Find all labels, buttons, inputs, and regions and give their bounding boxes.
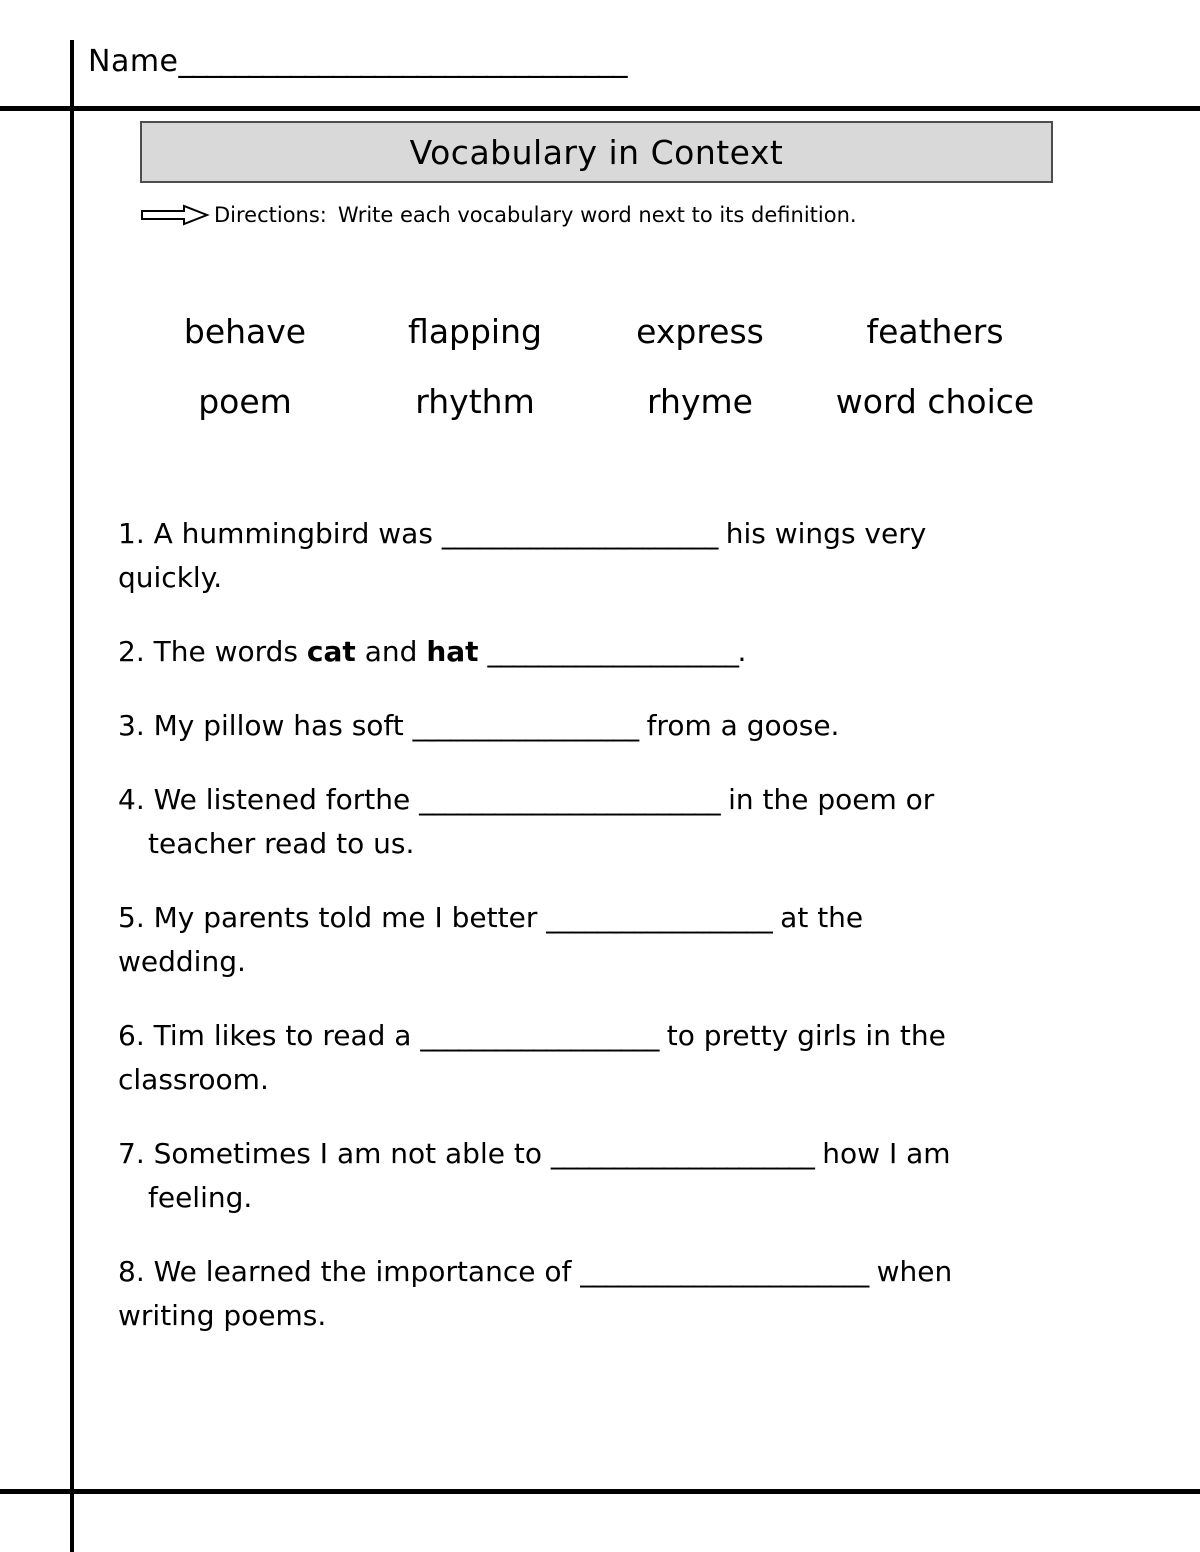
answer-blank[interactable]: ______________________ [441, 517, 717, 550]
question-text-line2: teacher read to us. [148, 827, 415, 860]
word-bank-word: feathers [866, 312, 1004, 351]
question-text-part2: to pretty girls in the [666, 1019, 946, 1052]
arrow-right-icon [140, 204, 210, 226]
question-text-mid: and [364, 635, 418, 668]
word-bank-word: rhythm [415, 382, 535, 421]
question-text-part1: My parents told me I better [153, 901, 538, 934]
word-bank-word: word choice [835, 382, 1035, 421]
question-text-part1: Sometimes I am not able to [153, 1137, 542, 1170]
question-text-part2: at the [780, 901, 864, 934]
question-item-3 [118, 704, 1108, 748]
question-number: 4. [118, 783, 145, 816]
directions-label: Directions: [214, 203, 327, 227]
answer-blank[interactable]: __________________ [412, 709, 638, 742]
question-number: 8. [118, 1255, 145, 1288]
name-field[interactable] [88, 44, 627, 79]
question-number: 2. [118, 635, 145, 668]
question-number: 1. [118, 517, 145, 550]
question-text-part1: A hummingbird was [153, 517, 433, 550]
question-item-6 [118, 1014, 1108, 1102]
word-bank-word: behave [183, 312, 307, 351]
margin-rule-vertical [70, 40, 74, 1552]
question-text-part1: My pillow has soft [153, 709, 404, 742]
page-title: Vocabulary in Context [409, 132, 784, 172]
question-text-line2: quickly. [118, 561, 223, 594]
question-text-part1: We learned the importance of [153, 1255, 572, 1288]
word-bank-word: express [636, 312, 764, 351]
question-number: 5. [118, 901, 145, 934]
answer-blank[interactable]: ________________________ [419, 783, 720, 816]
question-text-line2: wedding. [118, 945, 246, 978]
question-text-line2: writing poems. [118, 1299, 327, 1332]
footer-rule-line [0, 1489, 1200, 1494]
question-item-1 [118, 512, 1108, 600]
word-bank [130, 312, 1060, 452]
question-item-4 [118, 778, 1108, 866]
question-text-part2: when [876, 1255, 953, 1288]
word-bank-row [130, 382, 1060, 452]
question-keyword-cat: cat [306, 635, 356, 668]
question-number: 6. [118, 1019, 145, 1052]
answer-blank[interactable]: _______________________ [580, 1255, 868, 1288]
directions-text: Write each vocabulary word next to its definition. [337, 203, 857, 227]
question-text-part2: from a goose. [646, 709, 840, 742]
answer-blank[interactable]: __________________ [546, 901, 772, 934]
answer-blank[interactable]: ____________________ [487, 635, 738, 668]
question-text-line2: classroom. [118, 1063, 269, 1096]
question-text-part1: Tim likes to read a [153, 1019, 412, 1052]
name-blank-line: ________________________________ [178, 44, 627, 79]
title-banner [140, 121, 1053, 183]
answer-blank[interactable]: ___________________ [420, 1019, 658, 1052]
directions-row [140, 203, 857, 227]
header-rule-line [0, 106, 1200, 111]
question-text-part1: The words [153, 635, 299, 668]
questions-list [118, 512, 1108, 1368]
question-item-7 [118, 1132, 1108, 1220]
question-text-line2: feeling. [148, 1181, 253, 1214]
question-text-part2: . [737, 635, 747, 668]
answer-blank[interactable]: _____________________ [550, 1137, 814, 1170]
name-label: Name [88, 44, 179, 79]
question-item-5 [118, 896, 1108, 984]
question-number: 7. [118, 1137, 145, 1170]
word-bank-word: poem [198, 382, 292, 421]
question-item-8 [118, 1250, 1108, 1338]
word-bank-word: rhyme [647, 382, 753, 421]
question-number: 3. [118, 709, 145, 742]
question-text-part2: in the poem or [728, 783, 935, 816]
word-bank-row [130, 312, 1060, 382]
word-bank-word: flapping [408, 312, 542, 351]
question-text-part2: how I am [822, 1137, 951, 1170]
question-text-part1: We listened forthe [153, 783, 411, 816]
question-text-part2: his wings very [725, 517, 927, 550]
question-item-2 [118, 630, 1108, 674]
question-keyword-hat: hat [426, 635, 479, 668]
